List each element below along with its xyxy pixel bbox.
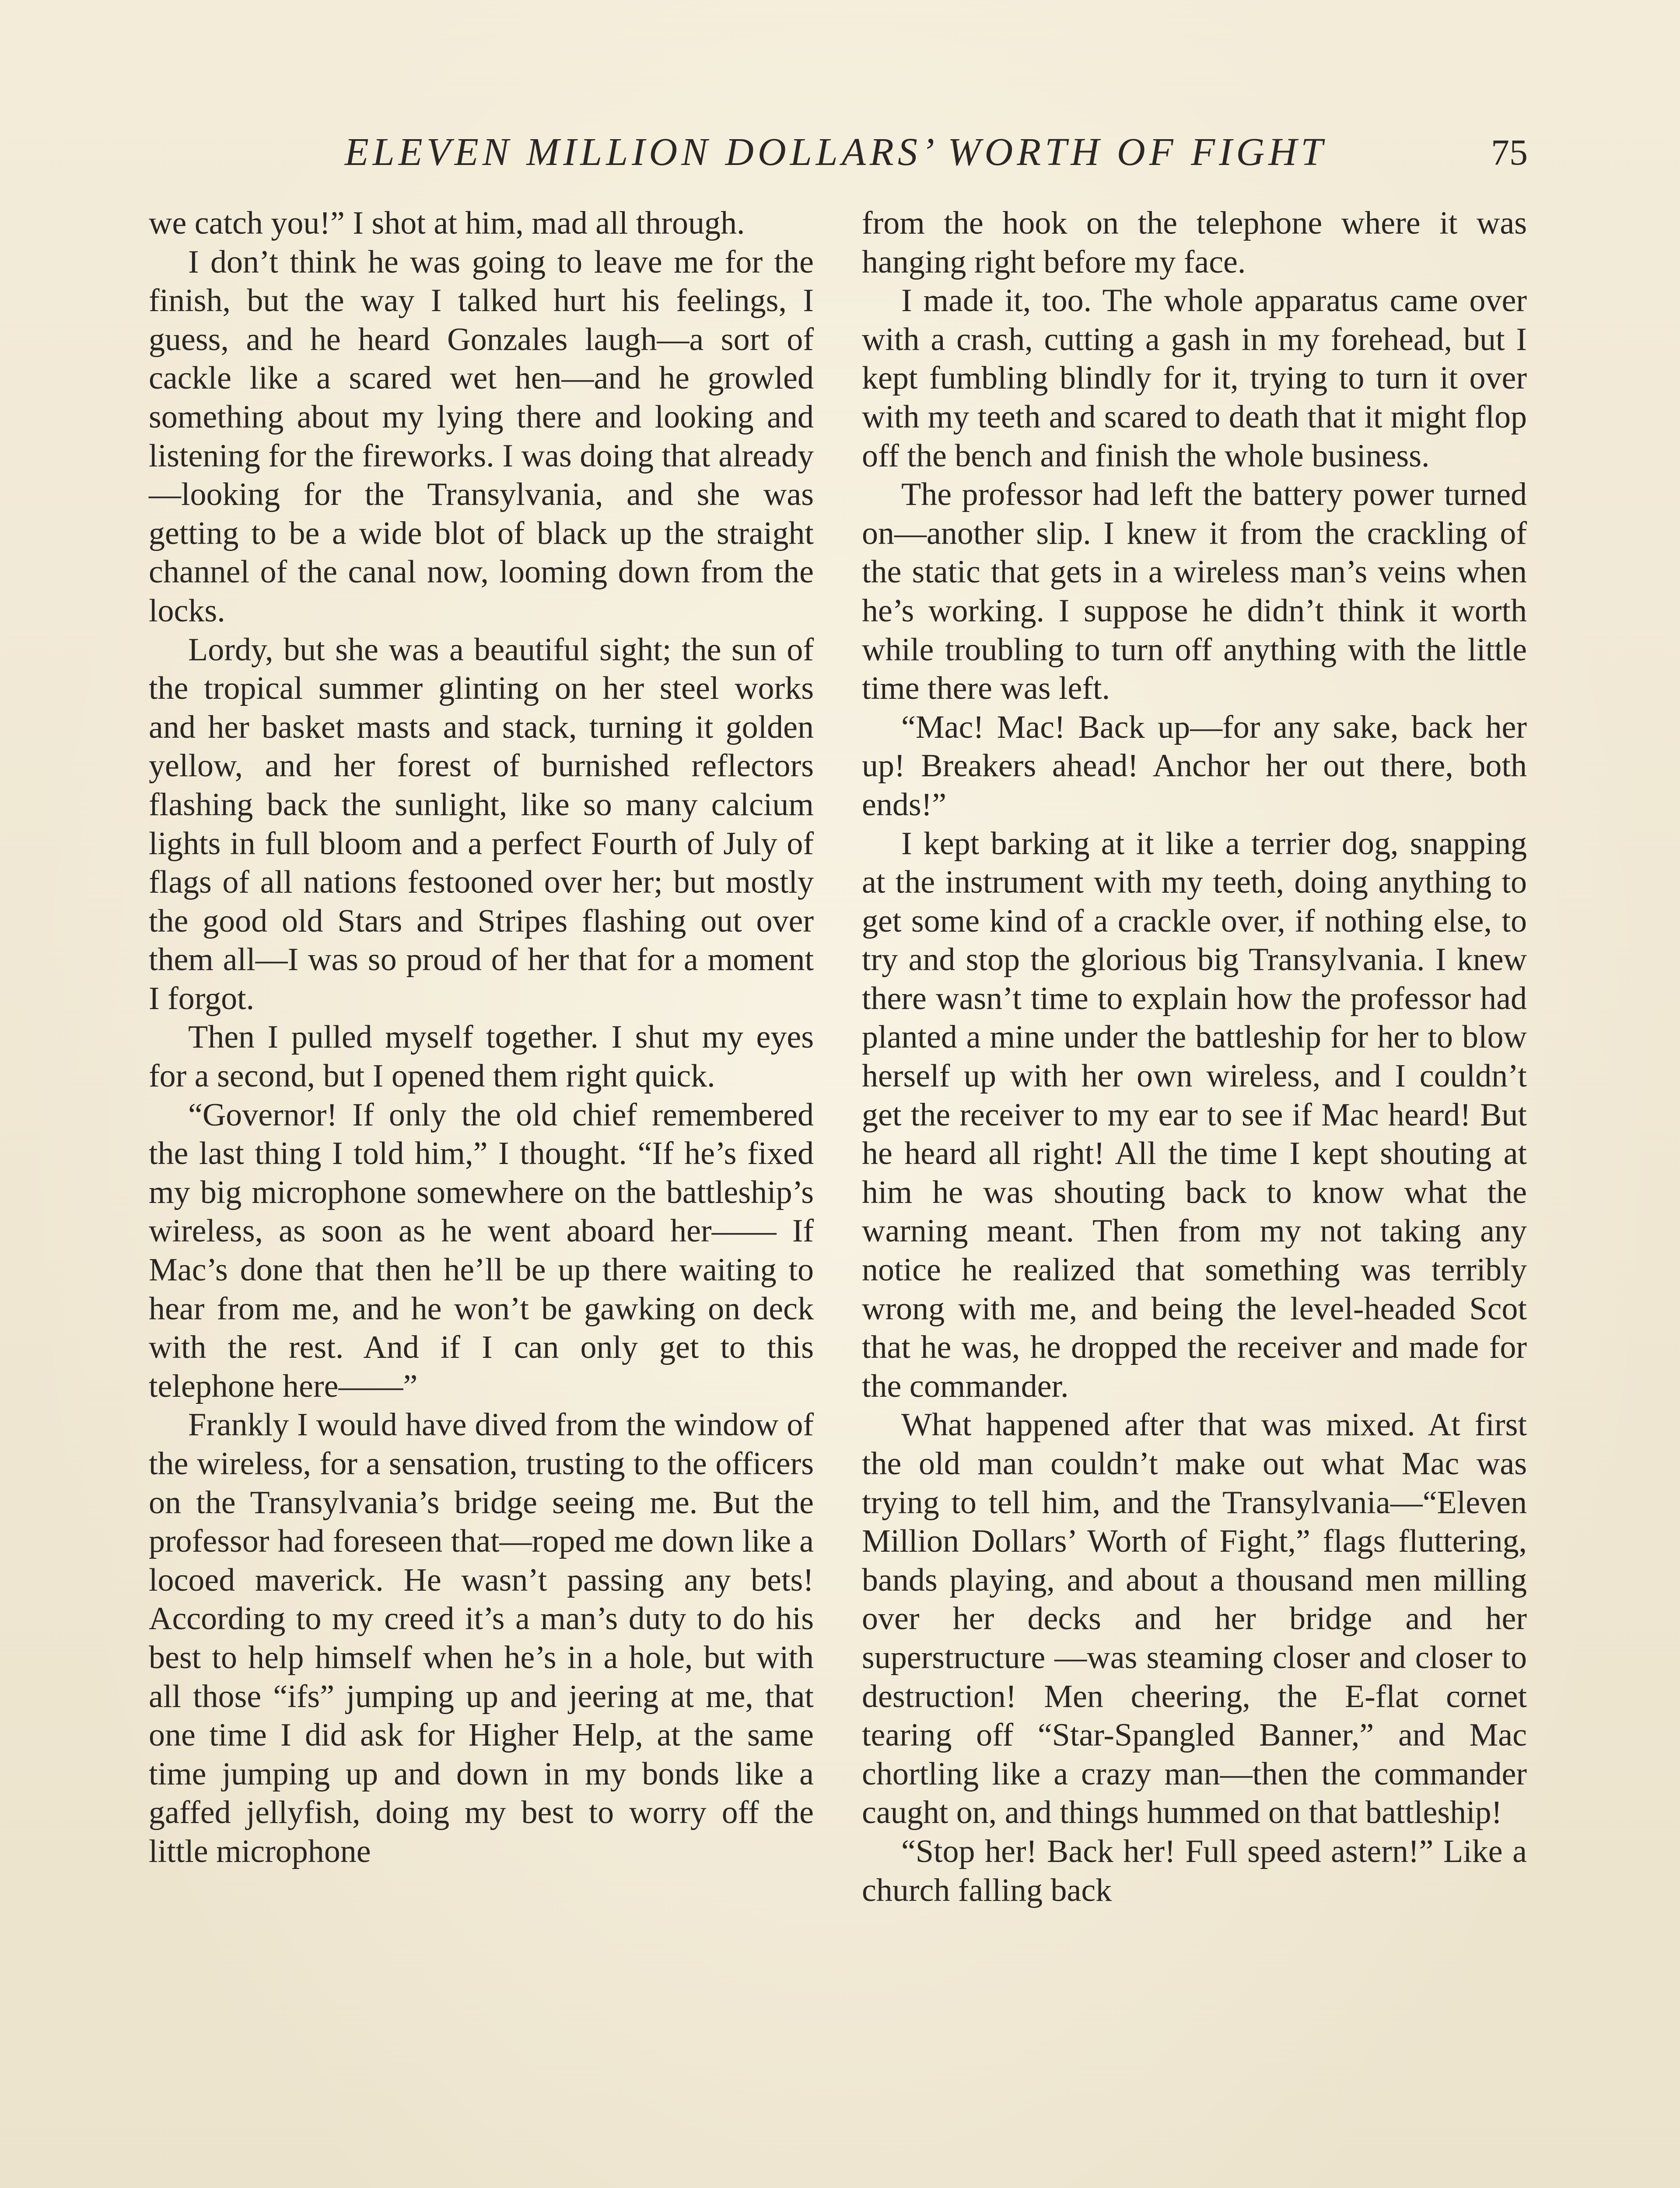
paragraph: The professor had left the battery power turned on—another slip. I knew it from the crackling of the static that gets in a wireless man’s veins when he’s working. I suppose he didn’t think it worth while troubling to turn off anything with the little time there was left. [862,477,1527,707]
paragraph: “Governor! If only the old chief remembered the last thing I told him,” I thought. “If he’s fixed my big microphone somewhere on the battleship’s wireless, as soon as he went aboard her—— If Mac’s done that then he’ll be up there waiting to hear from me, and he won’t be gawking on deck with the rest. And if I can only get to this telephone here——” [149,1097,814,1404]
paragraph: Lordy, but she was a beautiful sight; the sun of the tropical summer glinting on her steel works and her basket masts and stack, turning it golden yellow, and her forest of burnished reflectors flashing back the sunlight, like so many calcium lights in full bloom and a perfect Fourth of July of flags of all nations festooned over her; but mostly the good old Stars and Stripes flashing out over them all—I was so proud of her that for a moment I forgot. [149,631,814,1017]
paragraph: from the hook on the telephone where it was hanging right before my face. [862,205,1527,280]
paragraph: Then I pulled myself together. I shut my eyes for a second, but I opened them right quick. [149,1019,814,1094]
paragraph: What happened after that was mixed. At first the old man couldn’t make out what Mac was trying to tell him, and the Transylvania—“Eleven Million Dollars’ Worth of Fight,” flags fluttering, bands playing, and about a thousand men milling over her decks and her bridge and her superstructure —was steaming closer and closer to destruction! Men cheering, the E-flat cornet tearing off “Star-Spangled Banner,” and Mac chortling like a crazy man—then the commander caught on, and things hummed on that battleship! [862,1407,1527,1831]
paragraph: Frankly I would have dived from the window of the wireless, for a sensation, trusting to the officers on the Transylvania’s bridge seeing me. But the professor had foreseen that—roped me down like a locoed maverick. He wasn’t passing any bets! According to my creed it’s a man’s duty to do his best to help himself when he’s in a hole, but with all those “ifs” jumping up and jeering at me, that one time I did ask for Higher Help, at the same time jumping up and down in my bonds like a gaffed jellyfish, doing my best to worry off the little microphone [149,1407,814,1869]
paragraph: I don’t think he was going to leave me for the finish, but the way I talked hurt his feelings, I guess, and he heard Gonzales laugh—a sort of cackle like a scared wet hen—and he growled something about my lying there and looking and listening for the fireworks. I was doing that already—looking for the Transylvania, and she was getting to be a wide blot of black up the straight channel of the canal now, looming down from the locks. [149,244,814,629]
page-number: 75 [1491,132,1528,173]
paragraph: I made it, too. The whole apparatus came over with a crash, cutting a gash in my forehead, but I kept fumbling blindly for it, trying to turn it over with my teeth and scared to death that it might flop off the bench and finish the whole business. [862,283,1527,474]
left-column [149,204,814,1871]
paragraph: “Mac! Mac! Back up—for any sake, back her up! Breakers ahead! Anchor her out there, both ends!” [862,709,1527,823]
paragraph: I kept barking at it like a terrier dog, snapping at the instrument with my teeth, doing anything to get some kind of a crackle over, if nothing else, to try and stop the glorious big Transylvania. I knew there wasn’t time to explain how the professor had planted a mine under the battleship for her to blow herself up with her own wireless, and I couldn’t get the receiver to my ear to see if Mac heard! But he heard all right! All the time I kept shouting at him he was shouting back to know what the warning meant. Then from my not taking any notice he realized that something was terribly wrong with me, and being the level-headed Scot that he was, he dropped the receiver and made for the commander. [862,825,1527,1404]
paragraph: “Stop her! Back her! Full speed astern!” Like a church falling back [862,1833,1527,1908]
right-column [862,204,1527,1910]
paragraph: we catch you!” I shot at him, mad all through. [149,205,745,241]
running-title: ELEVEN MILLION DOLLARS’ WORTH OF FIGHT [344,130,1327,174]
